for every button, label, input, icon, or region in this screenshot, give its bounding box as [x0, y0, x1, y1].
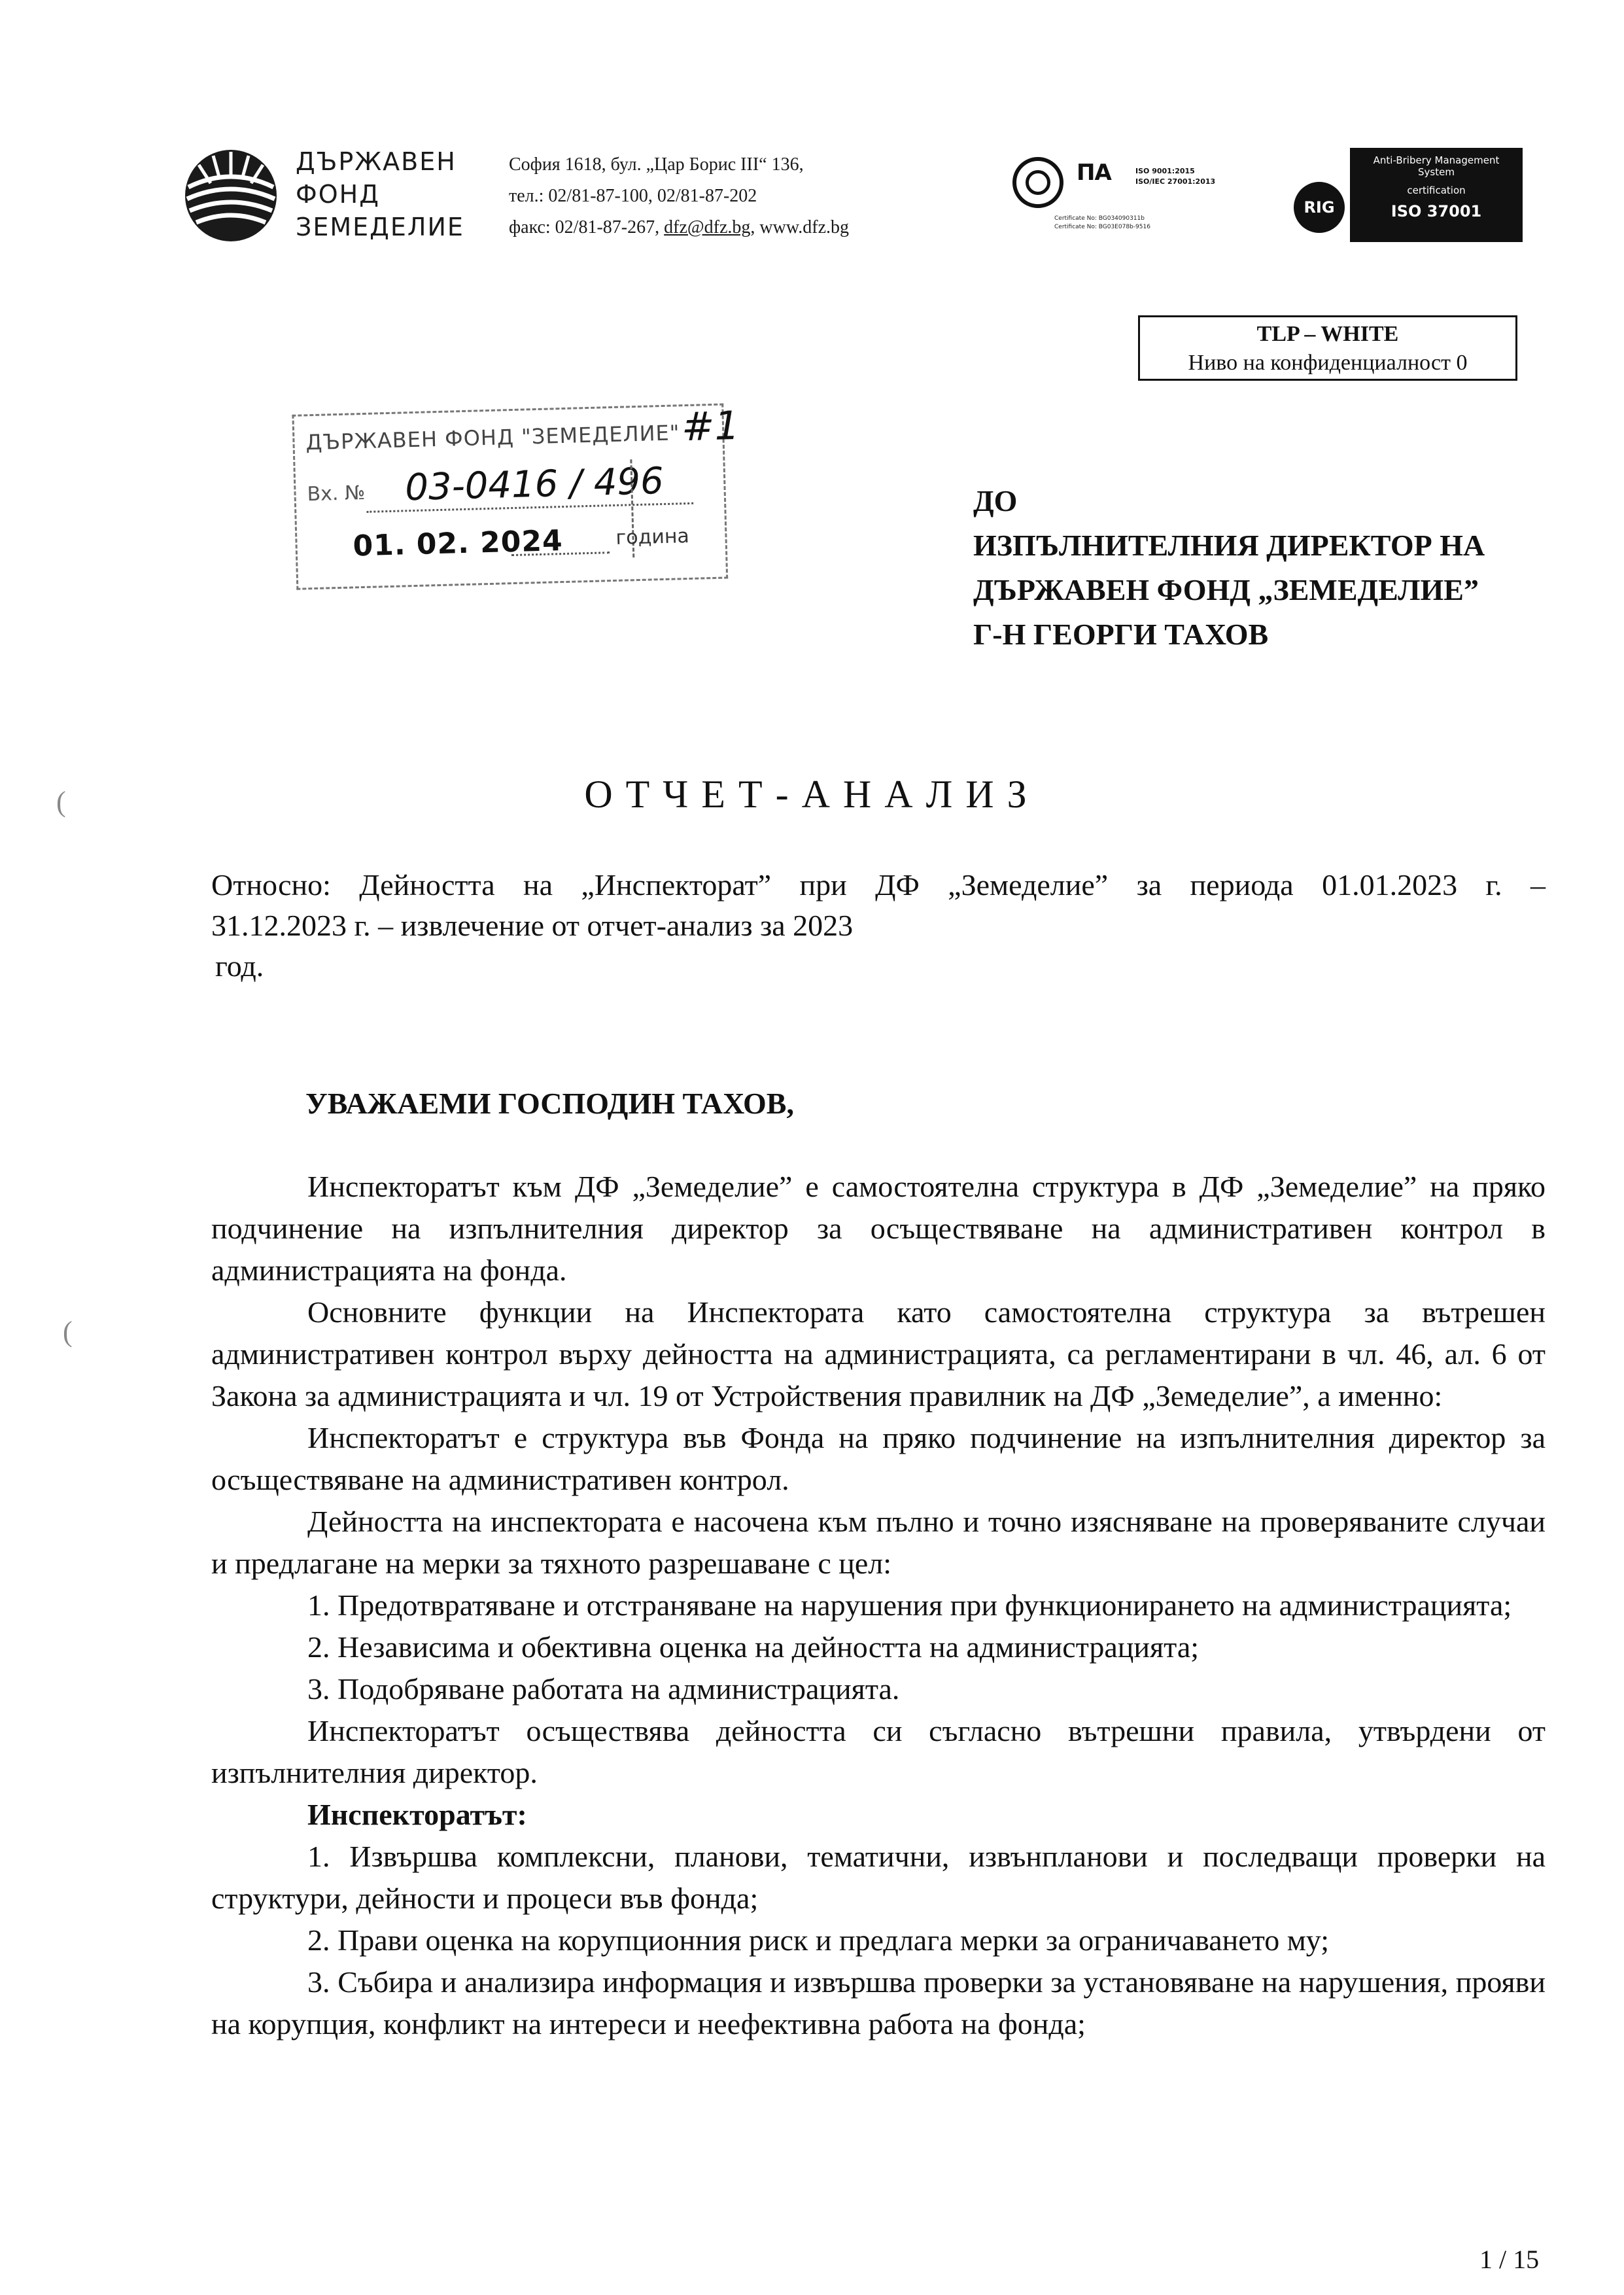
duty-list-item: 2. Прави оценка на корупционния риск и предлага мерки за ограничаването му;	[307, 1923, 1329, 1957]
subject-line: год.	[215, 949, 264, 983]
subject-line: Относно: Дейността на „Инспекторат” при ДФ „Земеделие” за периода 01.01.2023 г. –	[211, 868, 1546, 902]
goal-list-item: 2. Независима и обективна оценка на дейността на администрацията;	[307, 1630, 1200, 1664]
salutation: УВАЖАЕМИ ГОСПОДИН ТАХОВ,	[305, 1087, 794, 1120]
logo-line: ДЪРЖАВЕН	[296, 147, 457, 176]
stamp-date: 01. 02. 2024	[353, 524, 564, 563]
stamp-incoming-label: Вх. №	[307, 481, 366, 506]
iso-standards	[1135, 166, 1215, 187]
tlp-label: TLP – WHITE	[1256, 322, 1399, 346]
document-title: ОТЧЕТ-АНАЛИЗ	[584, 773, 1040, 816]
addressee-line: ДО	[973, 484, 1018, 517]
rig-seal-icon: RIG	[1294, 182, 1345, 233]
body-paragraph: Инспекторатът осъществява дейността си съгласно вътрешни правила, утвърдени от изпълнителния директор.	[211, 1714, 1546, 1789]
scan-artifact: (	[63, 1316, 73, 1348]
fax-email-web-text	[509, 212, 849, 243]
email-link[interactable]: dfz@dfz.bg	[664, 217, 751, 237]
iso37001-certification	[1294, 148, 1529, 245]
duty-list-item: 1. Извършва комплексни, планови, тематични, извънпланови и последващи проверки на структури, дейности и процеси във фонда;	[211, 1840, 1546, 1915]
addressee-line: ДЪРЖАВЕН ФОНД „ЗЕМЕДЕЛИЕ”	[973, 573, 1479, 606]
tlp-classification-box	[1138, 315, 1517, 381]
addressee-line: Г-Н ГЕОРГИ ТАХОВ	[973, 618, 1269, 651]
certification-seal-icon	[1012, 157, 1063, 208]
abms-line: Anti-Bribery Management	[1373, 154, 1500, 166]
certificate-line: Certificate No: BG03E078b-9516	[1054, 224, 1150, 230]
abms-badge	[1350, 148, 1523, 242]
addressee-line: ИЗПЪЛНИТЕЛНИЯ ДИРЕКТОР НА	[973, 529, 1485, 562]
page-number: 1 / 15	[1479, 2245, 1540, 2274]
abms-line: certification	[1407, 184, 1466, 196]
section-heading: Инспекторатът:	[307, 1798, 527, 1831]
abms-iso-label: ISO 37001	[1391, 202, 1482, 220]
phone-text: тел.: 02/81-87-100, 02/81-87-202	[509, 186, 757, 206]
stamp-handwritten-mark: #1	[681, 402, 740, 451]
body-paragraph: Инспекторатът към ДФ „Земеделие” е самостоятелна структура в ДФ „Земеделие” на пряко подчинение на изпълнителния директор за осъществяване на административен контрол в администрацията на фонда.	[211, 1170, 1546, 1287]
contact-block	[509, 149, 849, 243]
iso-line: ISO/IEC 27001:2013	[1135, 177, 1216, 186]
iso-line: ISO 9001:2015	[1135, 167, 1195, 175]
logo-line: ФОНД	[296, 180, 380, 209]
subject-line: 31.12.2023 г. – извлечение от отчет-анализ за 2023	[211, 909, 854, 942]
iia-certification	[1012, 154, 1248, 239]
certificate-numbers	[1054, 215, 1150, 232]
website-text: , www.dfz.bg	[750, 217, 850, 237]
confidentiality-label: Ниво на конфиденциалност 0	[1188, 351, 1468, 375]
body-paragraph: Основните функции на Инспектората като самостоятелна структура за вътрешен административен контрол върху дейността на администрацията, са регламентирани в чл. 46, ал. 6 от Закона за администрацията и чл. 19 от Устройствения правилник на ДФ „Земеделие”, а именно:	[211, 1295, 1546, 1412]
stamp-year-label: година	[615, 524, 690, 550]
scan-artifact: (	[56, 786, 66, 818]
duty-list-item: 3. Събира и анализира информация и извършва проверки за установяване на нарушения, прояви на корупция, конфликт на интереси и неефективна работа на фонда;	[211, 1965, 1546, 2041]
address-text: София 1618, бул. „Цар Борис III“ 136,	[509, 154, 804, 175]
addressee-block	[973, 479, 1485, 657]
logo-wordmark	[296, 145, 464, 243]
body-paragraph: Инспекторатът е структура във Фонда на пряко подчинение на изпълнителния директор за осъществяване на административен контрол.	[211, 1421, 1546, 1496]
goal-list-item: 3. Подобряване работата на администрацията.	[307, 1672, 900, 1706]
subject-block	[211, 865, 1546, 987]
goal-list-item: 1. Предотвратяване и отстраняване на нарушения при функционирането на администрацията;	[307, 1588, 1512, 1622]
letter-body	[211, 1166, 1546, 2045]
dfz-logo-icon	[182, 147, 280, 245]
iia-label: ПА	[1077, 160, 1111, 186]
certificate-line: Certificate No: BG034090311b	[1054, 215, 1145, 222]
fax-text: факс: 02/81-87-267,	[509, 217, 665, 237]
logo-line: ЗЕМЕДЕЛИЕ	[296, 213, 464, 241]
stamp-registration-number: 03-0416 / 496	[404, 459, 665, 510]
registration-stamp	[292, 402, 740, 601]
body-paragraph: Дейността на инспектората е насочена към пълно и точно изясняване на проверяваните случаи и предлагане на мерки за тяхното разрешаване с цел:	[211, 1505, 1546, 1580]
abms-line: System	[1418, 166, 1455, 178]
stamp-header: ДЪРЖАВЕН ФОНД "ЗЕМЕДЕЛИЕ"	[305, 420, 680, 455]
